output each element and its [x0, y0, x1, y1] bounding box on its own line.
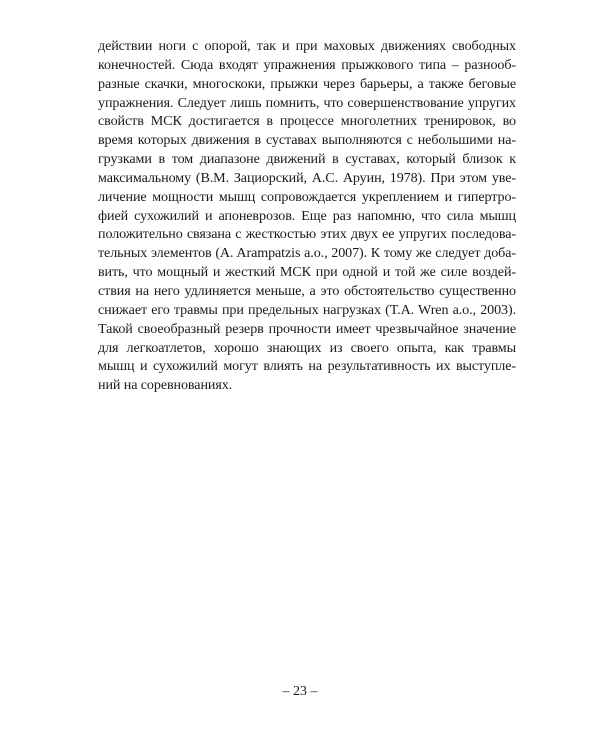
text-line: мышц и сухожилий могут влиять на результативность их выступле- [98, 358, 516, 375]
text-line: максимальному (В.М. Зациорский, А.С. Аруин, 1978). При этом уве- [98, 169, 516, 186]
text-line: для легкоатлетов, хорошо знающих из своего опыта, как травмы [98, 339, 516, 356]
text-line: личение мощности мышц сопровождается укреплением и гипертро- [98, 188, 516, 205]
body-paragraph [98, 37, 516, 395]
page-number: – 23 – [282, 684, 318, 699]
text-line: тельных элементов (A. Arampatzis a.o., 2007). К тому же следует доба- [98, 245, 516, 262]
text-line: ствия на него удлиняется меньше, а это обстоятельство существенно [98, 282, 516, 299]
text-line: упражнения. Следует лишь помнить, что совершенствование упругих [98, 94, 516, 111]
text-line: вить, что мощный и жесткий МСК при одной и той же силе воздей- [98, 264, 516, 281]
text-line: фией сухожилий и апоневрозов. Еще раз напомню, что сила мышц [98, 207, 516, 224]
text-line: время которых движения в суставах выполняются с небольшими на- [98, 132, 516, 149]
text-line: снижает его травмы при предельных нагрузках (T.A. Wren a.o., 2003). [98, 301, 516, 318]
text-line: свойств МСК достигается в процессе многолетних тренировок, во [98, 113, 516, 130]
text-line: грузками в том диапазоне движений в суставах, который близок к [98, 151, 516, 168]
text-line: разные скачки, многоскоки, прыжки через барьеры, а также беговые [98, 75, 516, 92]
text-line: Такой своеобразный резерв прочности имеет чрезвычайное значение [98, 320, 516, 337]
text-line: действии ноги с опорой, так и при маховых движениях свободных [98, 38, 516, 54]
text-line: конечностей. Сюда входят упражнения прыжкового типа – разнооб- [98, 56, 516, 73]
text-line: положительно связана с жесткостью этих двух ее упругих последова- [98, 226, 516, 243]
text-line: ний на соревнованиях. [98, 377, 233, 394]
